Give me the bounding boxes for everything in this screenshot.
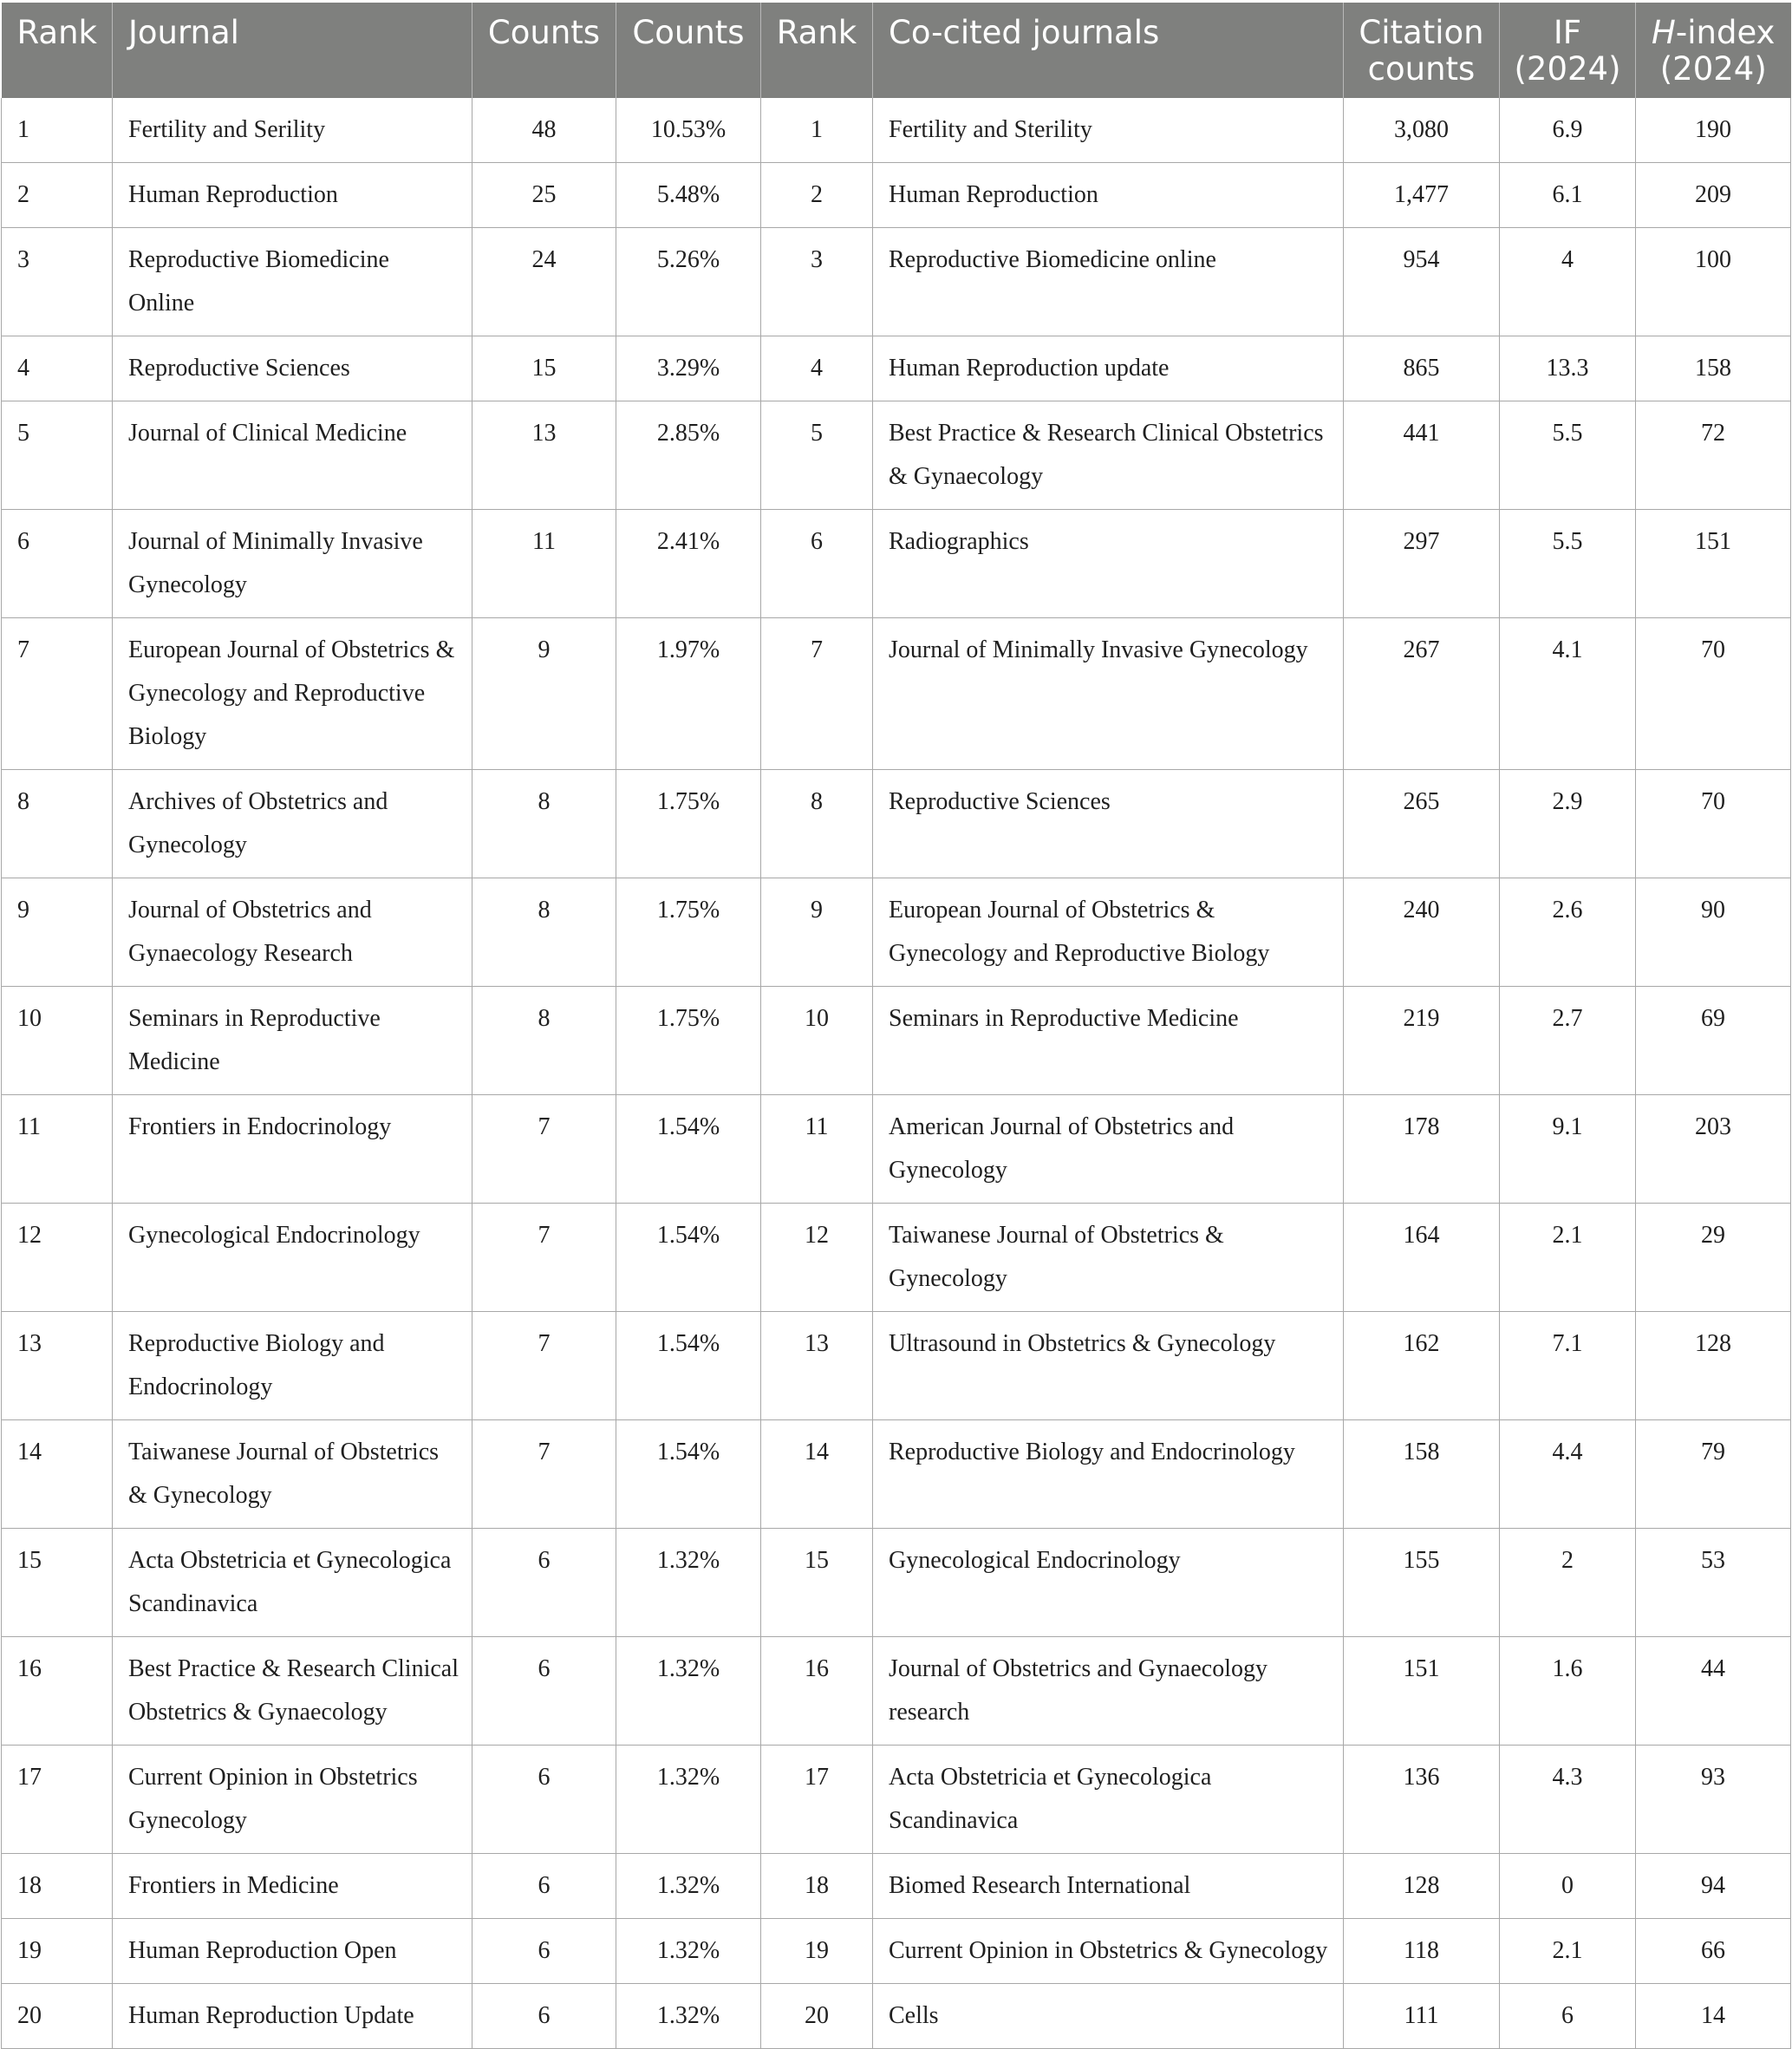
citation-count-cell: 164 xyxy=(1344,1204,1500,1312)
cocited-journal-cell: Radiographics xyxy=(873,510,1344,618)
citation-count-cell: 954 xyxy=(1344,228,1500,336)
cocited-rank-cell: 15 xyxy=(761,1529,873,1637)
impact-factor-cell: 2.1 xyxy=(1500,1204,1636,1312)
citation-count-cell: 162 xyxy=(1344,1312,1500,1420)
journal-cell: Human Reproduction Open xyxy=(113,1919,472,1984)
table-row xyxy=(2,1984,1791,2049)
cocited-rank-cell: 18 xyxy=(761,1854,873,1919)
counts-cell: 7 xyxy=(472,1204,616,1312)
h-index-cell: 44 xyxy=(1636,1637,1791,1746)
impact-factor-cell: 2.1 xyxy=(1500,1919,1636,1984)
counts-cell: 25 xyxy=(472,163,616,228)
h-index-cell: 158 xyxy=(1636,336,1791,401)
journal-cell: Journal of Clinical Medicine xyxy=(113,401,472,510)
h-index-cell: 94 xyxy=(1636,1854,1791,1919)
citation-count-cell: 267 xyxy=(1344,618,1500,770)
h-index-cell: 72 xyxy=(1636,401,1791,510)
citation-count-cell: 118 xyxy=(1344,1919,1500,1984)
cocited-journal-cell: Journal of Obstetrics and Gynaecology research xyxy=(873,1637,1344,1746)
cocited-journal-cell: Cells xyxy=(873,1984,1344,2049)
h-index-cell: 128 xyxy=(1636,1312,1791,1420)
percent-cell: 1.97% xyxy=(616,618,761,770)
header-counts: Counts xyxy=(472,3,616,98)
journal-cell: Reproductive Sciences xyxy=(113,336,472,401)
h-index-cell: 14 xyxy=(1636,1984,1791,2049)
cocited-rank-cell: 9 xyxy=(761,878,873,987)
rank-cell: 11 xyxy=(2,1095,113,1204)
cocited-journal-cell: Human Reproduction update xyxy=(873,336,1344,401)
percent-cell: 1.54% xyxy=(616,1420,761,1529)
counts-cell: 8 xyxy=(472,878,616,987)
counts-cell: 7 xyxy=(472,1420,616,1529)
cocited-rank-cell: 17 xyxy=(761,1746,873,1854)
counts-cell: 6 xyxy=(472,1529,616,1637)
citation-count-cell: 155 xyxy=(1344,1529,1500,1637)
percent-cell: 5.48% xyxy=(616,163,761,228)
header-rank: Rank xyxy=(2,3,113,98)
impact-factor-cell: 4.1 xyxy=(1500,618,1636,770)
table-row xyxy=(2,770,1791,878)
counts-cell: 24 xyxy=(472,228,616,336)
counts-cell: 7 xyxy=(472,1312,616,1420)
cocited-rank-cell: 20 xyxy=(761,1984,873,2049)
counts-cell: 8 xyxy=(472,987,616,1095)
counts-cell: 6 xyxy=(472,1984,616,2049)
percent-cell: 3.29% xyxy=(616,336,761,401)
rank-cell: 20 xyxy=(2,1984,113,2049)
counts-cell: 9 xyxy=(472,618,616,770)
cocited-journal-cell: Seminars in Reproductive Medicine xyxy=(873,987,1344,1095)
header-h-index xyxy=(1636,3,1791,98)
percent-cell: 1.54% xyxy=(616,1095,761,1204)
header-rank-cocited: Rank xyxy=(761,3,873,98)
h-index-cell: 203 xyxy=(1636,1095,1791,1204)
cocited-rank-cell: 13 xyxy=(761,1312,873,1420)
cocited-journal-cell: Human Reproduction xyxy=(873,163,1344,228)
h-index-cell: 190 xyxy=(1636,98,1791,163)
journal-cell: Journal of Minimally Invasive Gynecology xyxy=(113,510,472,618)
h-index-cell: 151 xyxy=(1636,510,1791,618)
citation-count-cell: 219 xyxy=(1344,987,1500,1095)
journal-cell: Human Reproduction xyxy=(113,163,472,228)
rank-cell: 2 xyxy=(2,163,113,228)
cocited-journal-cell: Reproductive Sciences xyxy=(873,770,1344,878)
rank-cell: 6 xyxy=(2,510,113,618)
table-row xyxy=(2,1637,1791,1746)
rank-cell: 14 xyxy=(2,1420,113,1529)
citation-count-cell: 441 xyxy=(1344,401,1500,510)
impact-factor-cell: 2.9 xyxy=(1500,770,1636,878)
journal-cell: Current Opinion in Obstetrics Gynecology xyxy=(113,1746,472,1854)
impact-factor-cell: 4.4 xyxy=(1500,1420,1636,1529)
table-row xyxy=(2,1312,1791,1420)
impact-factor-cell: 0 xyxy=(1500,1854,1636,1919)
counts-cell: 6 xyxy=(472,1637,616,1746)
rank-cell: 10 xyxy=(2,987,113,1095)
rank-cell: 17 xyxy=(2,1746,113,1854)
citation-count-cell: 111 xyxy=(1344,1984,1500,2049)
citation-count-cell: 158 xyxy=(1344,1420,1500,1529)
impact-factor-cell: 4.3 xyxy=(1500,1746,1636,1854)
counts-cell: 48 xyxy=(472,98,616,163)
journal-cell: Best Practice & Research Clinical Obstetrics & Gynaecology xyxy=(113,1637,472,1746)
journal-cell: Fertility and Serility xyxy=(113,98,472,163)
cocited-rank-cell: 8 xyxy=(761,770,873,878)
journal-cell: Reproductive Biomedicine Online xyxy=(113,228,472,336)
table-row xyxy=(2,336,1791,401)
table-row xyxy=(2,98,1791,163)
h-index-cell: 53 xyxy=(1636,1529,1791,1637)
rank-cell: 1 xyxy=(2,98,113,163)
h-index-cell: 93 xyxy=(1636,1746,1791,1854)
journal-cell: Frontiers in Endocrinology xyxy=(113,1095,472,1204)
rank-cell: 12 xyxy=(2,1204,113,1312)
cocited-rank-cell: 12 xyxy=(761,1204,873,1312)
citation-count-cell: 136 xyxy=(1344,1746,1500,1854)
h-index-cell: 69 xyxy=(1636,987,1791,1095)
cocited-journal-cell: Fertility and Sterility xyxy=(873,98,1344,163)
citation-count-cell: 151 xyxy=(1344,1637,1500,1746)
percent-cell: 2.85% xyxy=(616,401,761,510)
citation-count-cell: 128 xyxy=(1344,1854,1500,1919)
journal-cell: Acta Obstetricia et Gynecologica Scandinavica xyxy=(113,1529,472,1637)
table-row xyxy=(2,1095,1791,1204)
header-journal: Journal xyxy=(113,3,472,98)
table-row xyxy=(2,1204,1791,1312)
rank-cell: 19 xyxy=(2,1919,113,1984)
journal-cell: Seminars in Reproductive Medicine xyxy=(113,987,472,1095)
journal-cell: Frontiers in Medicine xyxy=(113,1854,472,1919)
h-index-cell: 209 xyxy=(1636,163,1791,228)
table-row xyxy=(2,401,1791,510)
h-index-cell: 79 xyxy=(1636,1420,1791,1529)
table-row xyxy=(2,618,1791,770)
cocited-journal-cell: Reproductive Biology and Endocrinology xyxy=(873,1420,1344,1529)
table-row xyxy=(2,228,1791,336)
counts-cell: 11 xyxy=(472,510,616,618)
rank-cell: 9 xyxy=(2,878,113,987)
cocited-journal-cell: Current Opinion in Obstetrics & Gynecology xyxy=(873,1919,1344,1984)
impact-factor-cell: 6 xyxy=(1500,1984,1636,2049)
cocited-journal-cell: American Journal of Obstetrics and Gynecology xyxy=(873,1095,1344,1204)
impact-factor-cell: 13.3 xyxy=(1500,336,1636,401)
percent-cell: 1.75% xyxy=(616,770,761,878)
cocited-rank-cell: 5 xyxy=(761,401,873,510)
journals-table xyxy=(1,3,1791,2049)
percent-cell: 1.32% xyxy=(616,1984,761,2049)
citation-count-cell: 865 xyxy=(1344,336,1500,401)
impact-factor-cell: 5.5 xyxy=(1500,510,1636,618)
citation-count-cell: 1,477 xyxy=(1344,163,1500,228)
percent-cell: 5.26% xyxy=(616,228,761,336)
cocited-journal-cell: Reproductive Biomedicine online xyxy=(873,228,1344,336)
h-index-cell: 29 xyxy=(1636,1204,1791,1312)
table-row xyxy=(2,878,1791,987)
impact-factor-cell: 6.1 xyxy=(1500,163,1636,228)
table-row xyxy=(2,1420,1791,1529)
cocited-rank-cell: 2 xyxy=(761,163,873,228)
rank-cell: 5 xyxy=(2,401,113,510)
impact-factor-cell: 4 xyxy=(1500,228,1636,336)
impact-factor-cell: 7.1 xyxy=(1500,1312,1636,1420)
h-index-cell: 100 xyxy=(1636,228,1791,336)
citation-count-cell: 3,080 xyxy=(1344,98,1500,163)
percent-cell: 1.54% xyxy=(616,1204,761,1312)
table-body xyxy=(2,98,1791,2049)
journal-cell: Reproductive Biology and Endocrinology xyxy=(113,1312,472,1420)
citation-count-cell: 178 xyxy=(1344,1095,1500,1204)
journal-cell: Archives of Obstetrics and Gynecology xyxy=(113,770,472,878)
citation-count-cell: 265 xyxy=(1344,770,1500,878)
percent-cell: 1.32% xyxy=(616,1919,761,1984)
cocited-journal-cell: Taiwanese Journal of Obstetrics & Gynecology xyxy=(873,1204,1344,1312)
counts-cell: 6 xyxy=(472,1919,616,1984)
cocited-journal-cell: Best Practice & Research Clinical Obstetrics & Gynaecology xyxy=(873,401,1344,510)
journal-cell: Human Reproduction Update xyxy=(113,1984,472,2049)
percent-cell: 1.54% xyxy=(616,1312,761,1420)
citation-count-cell: 240 xyxy=(1344,878,1500,987)
h-index-cell: 90 xyxy=(1636,878,1791,987)
table-row xyxy=(2,987,1791,1095)
header-cocited-journals: Co-cited journals xyxy=(873,3,1344,98)
percent-cell: 1.32% xyxy=(616,1746,761,1854)
counts-cell: 6 xyxy=(472,1854,616,1919)
rank-cell: 18 xyxy=(2,1854,113,1919)
percent-cell: 10.53% xyxy=(616,98,761,163)
impact-factor-cell: 5.5 xyxy=(1500,401,1636,510)
header-citation-counts: Citation counts xyxy=(1344,3,1500,98)
h-index-cell: 70 xyxy=(1636,770,1791,878)
impact-factor-cell: 1.6 xyxy=(1500,1637,1636,1746)
counts-cell: 6 xyxy=(472,1746,616,1854)
cocited-rank-cell: 19 xyxy=(761,1919,873,1984)
percent-cell: 1.32% xyxy=(616,1854,761,1919)
cocited-rank-cell: 6 xyxy=(761,510,873,618)
cocited-rank-cell: 3 xyxy=(761,228,873,336)
h-index-cell: 70 xyxy=(1636,618,1791,770)
header-h-index-letter: H xyxy=(1652,14,1676,51)
table-row xyxy=(2,1854,1791,1919)
counts-cell: 13 xyxy=(472,401,616,510)
percent-cell: 1.75% xyxy=(616,878,761,987)
citation-count-cell: 297 xyxy=(1344,510,1500,618)
cocited-rank-cell: 11 xyxy=(761,1095,873,1204)
rank-cell: 3 xyxy=(2,228,113,336)
percent-cell: 1.32% xyxy=(616,1529,761,1637)
journal-cell: Gynecological Endocrinology xyxy=(113,1204,472,1312)
journal-cell: Journal of Obstetrics and Gynaecology Research xyxy=(113,878,472,987)
table-row xyxy=(2,510,1791,618)
header-impact-factor: IF (2024) xyxy=(1500,3,1636,98)
cocited-journal-cell: Biomed Research International xyxy=(873,1854,1344,1919)
rank-cell: 15 xyxy=(2,1529,113,1637)
cocited-rank-cell: 1 xyxy=(761,98,873,163)
rank-cell: 4 xyxy=(2,336,113,401)
header-h-index-suffix: -index (2024) xyxy=(1659,14,1776,88)
percent-cell: 1.32% xyxy=(616,1637,761,1746)
impact-factor-cell: 2.6 xyxy=(1500,878,1636,987)
percent-cell: 2.41% xyxy=(616,510,761,618)
impact-factor-cell: 2 xyxy=(1500,1529,1636,1637)
cocited-journal-cell: Gynecological Endocrinology xyxy=(873,1529,1344,1637)
cocited-rank-cell: 16 xyxy=(761,1637,873,1746)
counts-cell: 15 xyxy=(472,336,616,401)
rank-cell: 16 xyxy=(2,1637,113,1746)
cocited-journal-cell: Journal of Minimally Invasive Gynecology xyxy=(873,618,1344,770)
journal-cell: Taiwanese Journal of Obstetrics & Gynecology xyxy=(113,1420,472,1529)
cocited-journal-cell: European Journal of Obstetrics & Gynecology and Reproductive Biology xyxy=(873,878,1344,987)
table-row xyxy=(2,1919,1791,1984)
cocited-rank-cell: 4 xyxy=(761,336,873,401)
cocited-rank-cell: 7 xyxy=(761,618,873,770)
counts-cell: 7 xyxy=(472,1095,616,1204)
cocited-rank-cell: 10 xyxy=(761,987,873,1095)
cocited-rank-cell: 14 xyxy=(761,1420,873,1529)
impact-factor-cell: 2.7 xyxy=(1500,987,1636,1095)
journal-cell: European Journal of Obstetrics & Gynecology and Reproductive Biology xyxy=(113,618,472,770)
rank-cell: 13 xyxy=(2,1312,113,1420)
cocited-journal-cell: Acta Obstetricia et Gynecologica Scandinavica xyxy=(873,1746,1344,1854)
h-index-cell: 66 xyxy=(1636,1919,1791,1984)
table-row xyxy=(2,163,1791,228)
cocited-journal-cell: Ultrasound in Obstetrics & Gynecology xyxy=(873,1312,1344,1420)
table-row xyxy=(2,1746,1791,1854)
percent-cell: 1.75% xyxy=(616,987,761,1095)
header-row xyxy=(2,3,1791,98)
table-row xyxy=(2,1529,1791,1637)
impact-factor-cell: 6.9 xyxy=(1500,98,1636,163)
counts-cell: 8 xyxy=(472,770,616,878)
rank-cell: 8 xyxy=(2,770,113,878)
header-counts-percent: Counts xyxy=(616,3,761,98)
impact-factor-cell: 9.1 xyxy=(1500,1095,1636,1204)
rank-cell: 7 xyxy=(2,618,113,770)
